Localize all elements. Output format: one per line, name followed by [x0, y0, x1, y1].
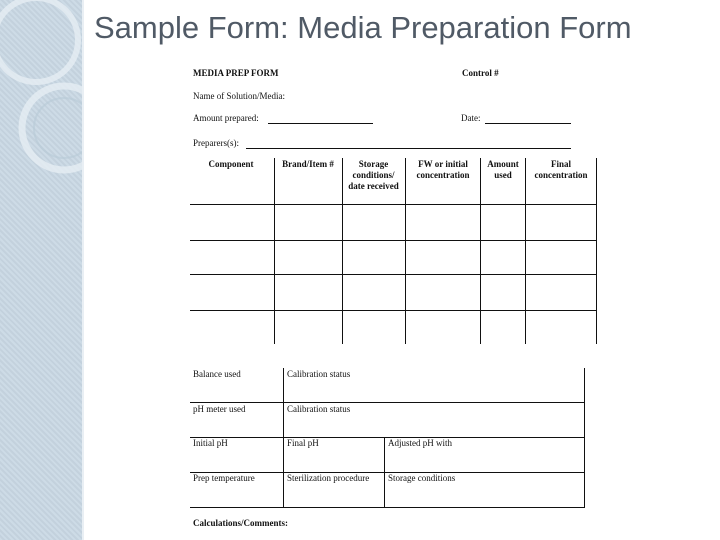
ph-meter-label: pH meter used [193, 404, 246, 414]
date-line[interactable] [485, 123, 571, 124]
storage-conditions-label: Storage conditions [388, 473, 456, 483]
balance-calibration-label: Calibration status [287, 369, 351, 379]
control-number-label: Control # [462, 68, 499, 78]
slide-sidebar [0, 0, 82, 540]
sterilization-label: Sterilization procedure [287, 473, 370, 483]
preparers-line[interactable] [246, 148, 571, 149]
prep-temperature-label: Prep temperature [193, 473, 255, 483]
adjusted-ph-label: Adjusted pH with [388, 438, 452, 448]
table-row[interactable] [190, 241, 596, 274]
col-header-component: Component [208, 159, 254, 169]
col-header-amount: Amount used [487, 159, 519, 180]
col-header-storage: Storage conditions/ date received [348, 159, 399, 191]
slide-title: Sample Form: Media Preparation Form [94, 10, 632, 45]
col-header-final: Final concentration [534, 159, 588, 180]
solution-name-label: Name of Solution/Media: [193, 91, 285, 101]
calculations-comments-label: Calculations/Comments: [193, 518, 288, 528]
media-prep-form [188, 60, 600, 536]
instrument-divider [584, 368, 585, 508]
instrument-divider [283, 368, 284, 508]
col-header-brand: Brand/Item # [282, 159, 334, 169]
table-row[interactable] [190, 205, 596, 239]
amount-prepared-label: Amount prepared: [193, 113, 259, 123]
table-row[interactable] [190, 275, 596, 310]
balance-used-label: Balance used [193, 369, 241, 379]
final-ph-label: Final pH [287, 438, 319, 448]
instrument-row-line [190, 437, 584, 438]
col-header-fw: FW or initial concentration [416, 159, 470, 180]
date-label: Date: [461, 113, 481, 123]
sidebar-divider [82, 0, 84, 540]
initial-ph-label: Initial pH [193, 438, 228, 448]
table-row[interactable] [190, 311, 596, 344]
instrument-row-line [190, 402, 584, 403]
form-heading: MEDIA PREP FORM [193, 68, 279, 78]
amount-prepared-line[interactable] [268, 123, 373, 124]
table-divider [596, 158, 597, 344]
preparers-label: Preparers(s): [193, 138, 239, 148]
instrument-row-line [190, 507, 584, 508]
decorative-rings [0, 0, 82, 540]
ph-calibration-label: Calibration status [287, 404, 351, 414]
instrument-divider [384, 438, 385, 508]
